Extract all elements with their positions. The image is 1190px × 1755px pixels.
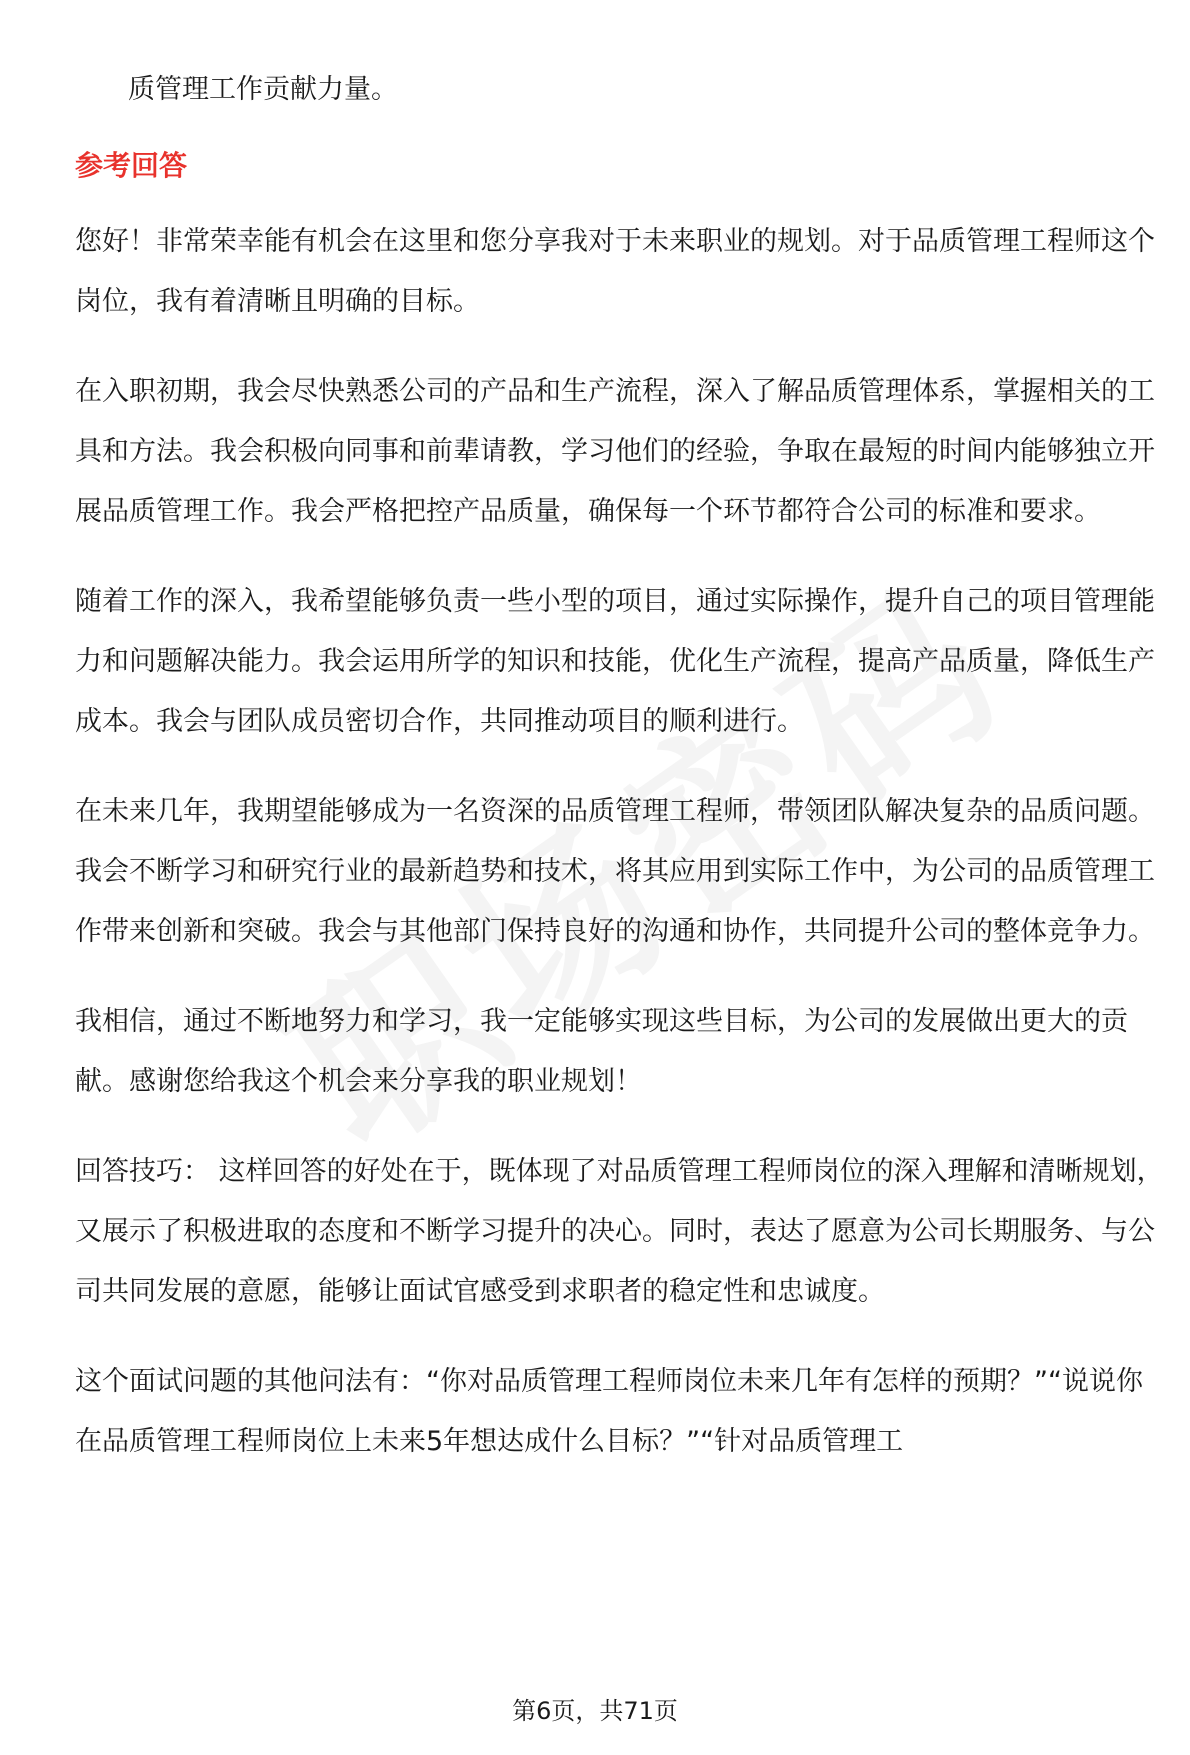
paragraph-3: 随着工作的深入，我希望能够负责一些小型的项目，通过实际操作，提升自己的项目管理能力和问题解决能力。我会运用所学的知识和技能，优化生产流程，提高产品质量，降低生产成本。我会与团队成员密切合作，共同推动项目的顺利进行。: [75, 586, 1155, 737]
paragraph-5: 我相信，通过不断地努力和学习，我一定能够实现这些目标，为公司的发展做出更大的贡献。感谢您给我这个机会来分享我的职业规划！: [75, 1006, 1128, 1097]
document-body: [75, 60, 1165, 1472]
paragraph-2: 在入职初期，我会尽快熟悉公司的产品和生产流程，深入了解品质管理体系，掌握相关的工具和方法。我会积极向同事和前辈请教，学习他们的经验，争取在最短的时间内能够独立开展品质管理工作。我会严格把控产品质量，确保每一个环节都符合公司的标准和要求。: [75, 376, 1155, 527]
paragraph-1: 您好！非常荣幸能有机会在这里和您分享我对于未来职业的规划。对于品质管理工程师这个岗位，我有着清晰且明确的目标。: [75, 226, 1155, 317]
intro-line: 质管理工作贡献力量。: [128, 74, 398, 105]
page-number: 第6页，共71页: [512, 1697, 678, 1725]
paragraph-4: 在未来几年，我期望能够成为一名资深的品质管理工程师，带领团队解决复杂的品质问题。我会不断学习和研究行业的最新趋势和技术，将其应用到实际工作中，为公司的品质管理工作带来创新和突破。我会与其他部门保持良好的沟通和协作，共同提升公司的整体竞争力。: [75, 796, 1155, 947]
section-heading: 参考回答: [75, 149, 188, 182]
answer-tips-paragraph: 回答技巧： 这样回答的好处在于，既体现了对品质管理工程师岗位的深入理解和清晰规划，又展示了积极进取的态度和不断学习提升的决心。同时，表达了愿意为公司长期服务、与公司共同发展的意愿，能够让面试官感受到求职者的稳定性和忠诚度。: [75, 1156, 1164, 1307]
alternative-questions-paragraph: 这个面试问题的其他问法有：“你对品质管理工程师岗位未来几年有怎样的预期？”“说说你在品质管理工程师岗位上未来5年想达成什么目标？”“针对品质管理工: [75, 1366, 1143, 1457]
